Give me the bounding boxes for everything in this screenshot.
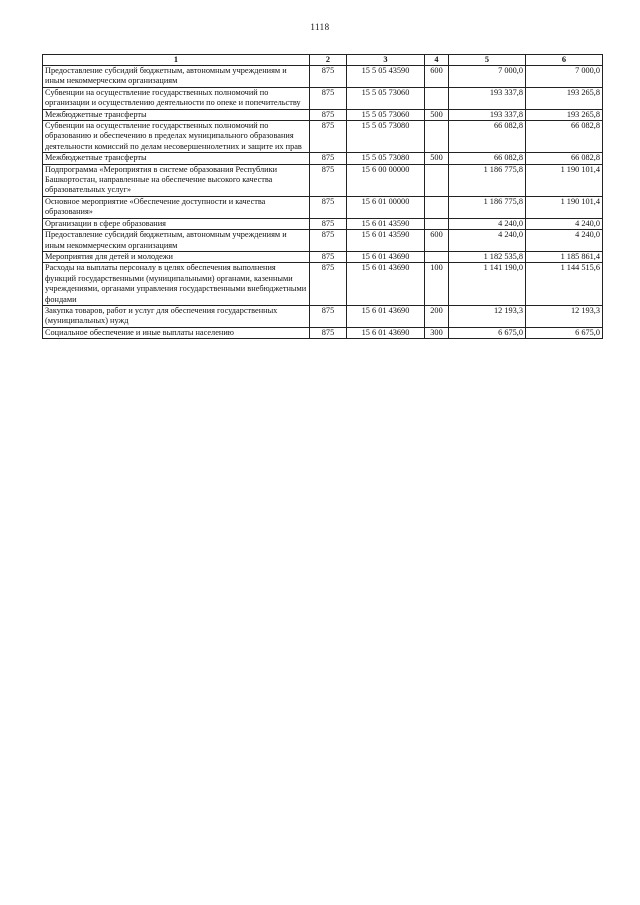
admin-code-cell: 875 (310, 218, 347, 229)
expense-type-cell (425, 121, 449, 153)
admin-code-cell: 875 (310, 327, 347, 338)
amount-year2-cell: 193 265,8 (526, 109, 603, 120)
row-name-cell: Предоставление субсидий бюджетным, автономным учреждениям и иным некоммерческим организациям (43, 66, 310, 88)
admin-code-cell: 875 (310, 164, 347, 196)
table-row (43, 164, 603, 196)
amount-year2-cell: 66 082,8 (526, 121, 603, 153)
target-article-cell: 15 5 05 73060 (347, 87, 425, 109)
amount-year1-cell: 66 082,8 (449, 153, 526, 164)
amount-year2-cell: 4 240,0 (526, 218, 603, 229)
table-row (43, 263, 603, 306)
table-row (43, 251, 603, 262)
admin-code-cell: 875 (310, 109, 347, 120)
expense-type-cell: 600 (425, 66, 449, 88)
amount-year2-cell: 193 265,8 (526, 87, 603, 109)
admin-code-cell: 875 (310, 263, 347, 306)
amount-year2-cell: 6 675,0 (526, 327, 603, 338)
target-article-cell: 15 6 01 43590 (347, 230, 425, 252)
expense-type-cell: 200 (425, 305, 449, 327)
amount-year2-cell: 66 082,8 (526, 153, 603, 164)
amount-year1-cell: 1 186 775,8 (449, 196, 526, 218)
amount-year1-cell: 1 186 775,8 (449, 164, 526, 196)
column-header: 5 (449, 55, 526, 66)
row-name-cell: Социальное обеспечение и иные выплаты населению (43, 327, 310, 338)
amount-year1-cell: 193 337,8 (449, 87, 526, 109)
amount-year1-cell: 7 000,0 (449, 66, 526, 88)
amount-year1-cell: 4 240,0 (449, 218, 526, 229)
amount-year1-cell: 66 082,8 (449, 121, 526, 153)
table-row (43, 109, 603, 120)
amount-year1-cell: 193 337,8 (449, 109, 526, 120)
amount-year1-cell: 6 675,0 (449, 327, 526, 338)
target-article-cell: 15 5 05 73060 (347, 109, 425, 120)
target-article-cell: 15 6 01 43690 (347, 305, 425, 327)
admin-code-cell: 875 (310, 251, 347, 262)
table-row (43, 305, 603, 327)
admin-code-cell: 875 (310, 153, 347, 164)
row-name-cell: Подпрограмма «Мероприятия в системе образования Республики Башкортостан, направленные на обеспечение высокого качества образовательных услуг» (43, 164, 310, 196)
amount-year1-cell: 1 182 535,8 (449, 251, 526, 262)
expense-type-cell: 500 (425, 153, 449, 164)
expense-type-cell (425, 251, 449, 262)
expense-type-cell (425, 218, 449, 229)
admin-code-cell: 875 (310, 230, 347, 252)
expense-type-cell: 500 (425, 109, 449, 120)
table-body (43, 66, 603, 339)
admin-code-cell: 875 (310, 66, 347, 88)
amount-year1-cell: 12 193,3 (449, 305, 526, 327)
amount-year1-cell: 1 141 190,0 (449, 263, 526, 306)
expense-type-cell: 100 (425, 263, 449, 306)
admin-code-cell: 875 (310, 196, 347, 218)
amount-year2-cell: 7 000,0 (526, 66, 603, 88)
admin-code-cell: 875 (310, 121, 347, 153)
amount-year2-cell: 1 144 515,6 (526, 263, 603, 306)
table-row (43, 327, 603, 338)
target-article-cell: 15 6 01 00000 (347, 196, 425, 218)
column-header: 3 (347, 55, 425, 66)
table-row (43, 153, 603, 164)
amount-year2-cell: 1 190 101,4 (526, 196, 603, 218)
column-header: 1 (43, 55, 310, 66)
target-article-cell: 15 6 01 43690 (347, 263, 425, 306)
row-name-cell: Закупка товаров, работ и услуг для обеспечения государственных (муниципальных) нужд (43, 305, 310, 327)
expense-type-cell: 600 (425, 230, 449, 252)
table-row (43, 87, 603, 109)
row-name-cell: Основное мероприятие «Обеспечение доступности и качества образования» (43, 196, 310, 218)
row-name-cell: Организации в сфере образования (43, 218, 310, 229)
expense-type-cell (425, 164, 449, 196)
admin-code-cell: 875 (310, 87, 347, 109)
row-name-cell: Субвенции на осуществление государственных полномочий по образованию и обеспечению в пределах муниципального образования деятельности комиссий по делам несовершеннолетних и защите их прав (43, 121, 310, 153)
amount-year2-cell: 4 240,0 (526, 230, 603, 252)
amount-year2-cell: 12 193,3 (526, 305, 603, 327)
table-row (43, 66, 603, 88)
row-name-cell: Межбюджетные трансферты (43, 153, 310, 164)
target-article-cell: 15 6 00 00000 (347, 164, 425, 196)
amount-year2-cell: 1 190 101,4 (526, 164, 603, 196)
row-name-cell: Субвенции на осуществление государственных полномочий по организации и осуществлению деятельности по опеке и попечительству (43, 87, 310, 109)
budget-table (42, 54, 603, 339)
header-row (43, 55, 603, 66)
admin-code-cell: 875 (310, 305, 347, 327)
target-article-cell: 15 6 01 43690 (347, 327, 425, 338)
amount-year2-cell: 1 185 861,4 (526, 251, 603, 262)
row-name-cell: Расходы на выплаты персоналу в целях обеспечения выполнения функций государственными (муниципальными) органами, казенными учреждениями, органами управления государственными внебюджетными фондами (43, 263, 310, 306)
amount-year1-cell: 4 240,0 (449, 230, 526, 252)
row-name-cell: Межбюджетные трансферты (43, 109, 310, 120)
expense-type-cell (425, 196, 449, 218)
table-row (43, 121, 603, 153)
target-article-cell: 15 5 05 73080 (347, 153, 425, 164)
target-article-cell: 15 5 05 43590 (347, 66, 425, 88)
row-name-cell: Мероприятия для детей и молодежи (43, 251, 310, 262)
column-header: 2 (310, 55, 347, 66)
target-article-cell: 15 6 01 43690 (347, 251, 425, 262)
table-row (43, 196, 603, 218)
target-article-cell: 15 6 01 43590 (347, 218, 425, 229)
row-name-cell: Предоставление субсидий бюджетным, автономным учреждениям и иным некоммерческим организациям (43, 230, 310, 252)
table-row (43, 230, 603, 252)
page-number: 1118 (310, 22, 330, 32)
column-header: 6 (526, 55, 603, 66)
expense-type-cell: 300 (425, 327, 449, 338)
expense-type-cell (425, 87, 449, 109)
target-article-cell: 15 5 05 73080 (347, 121, 425, 153)
table-row (43, 218, 603, 229)
column-header: 4 (425, 55, 449, 66)
